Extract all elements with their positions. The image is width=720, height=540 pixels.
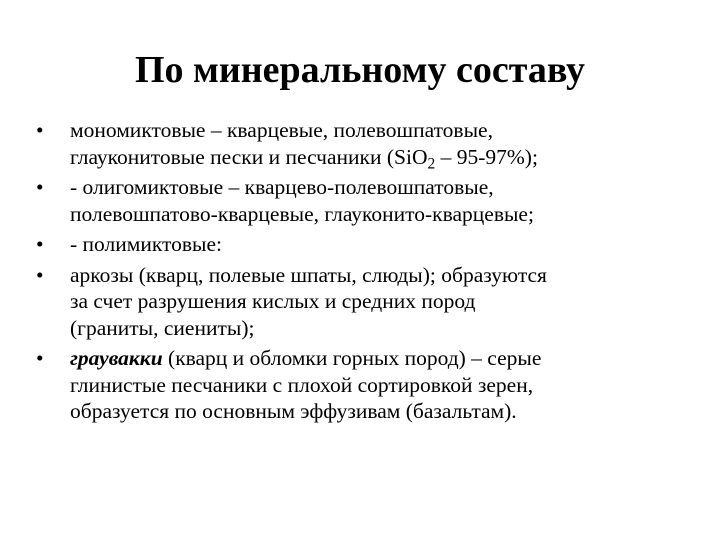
bullet-line [70, 144, 696, 171]
bullet-item-monomict [36, 117, 696, 173]
bullet-line: (граниты, сиениты); [70, 315, 255, 340]
bullet-list [36, 117, 696, 429]
slide-title: По минеральному составу [134, 49, 586, 91]
bullet-marker: • [36, 118, 44, 142]
bullet-text: (кварц и обломки горных пород) – серые [162, 346, 542, 370]
bullet-line: полевошпатово-кварцевые, глауконито-кварцевые; [70, 201, 534, 226]
bullet-marker: • [36, 262, 44, 287]
bullet-line: аркозы (кварц, полевые шпаты, слюды); образуются [70, 262, 547, 287]
bullet-line: - полимиктовые: [70, 232, 222, 256]
bullet-line: - олигомиктовые – кварцево-полевошпатовые, [70, 175, 494, 199]
bullet-marker: • [36, 232, 44, 256]
bullet-text: глауконитовые пески и песчаники (SiO [70, 144, 428, 169]
bullet-text: – 95-97%); [435, 144, 538, 169]
bullet-item-polymict [36, 231, 696, 258]
emphasized-term: граувакки [70, 346, 163, 370]
bullet-marker: • [36, 346, 44, 370]
bullet-line: за счет разрушения кислых и средних пород [70, 289, 476, 313]
bullet-line: мономиктовые – кварцевые, полевошпатовые, [70, 118, 493, 142]
bullet-marker: • [36, 175, 44, 199]
bullet-line: образуется по основным эффузивам (базальтам). [70, 399, 517, 423]
subscript: 2 [427, 155, 436, 173]
bullet-line: глинистые песчаники с плохой сортировкой зерен, [70, 372, 534, 397]
bullet-item-oligomict [36, 174, 696, 227]
bullet-line [70, 345, 696, 372]
bullet-item-arkoses [36, 262, 696, 342]
bullet-item-graywackes [36, 345, 696, 425]
